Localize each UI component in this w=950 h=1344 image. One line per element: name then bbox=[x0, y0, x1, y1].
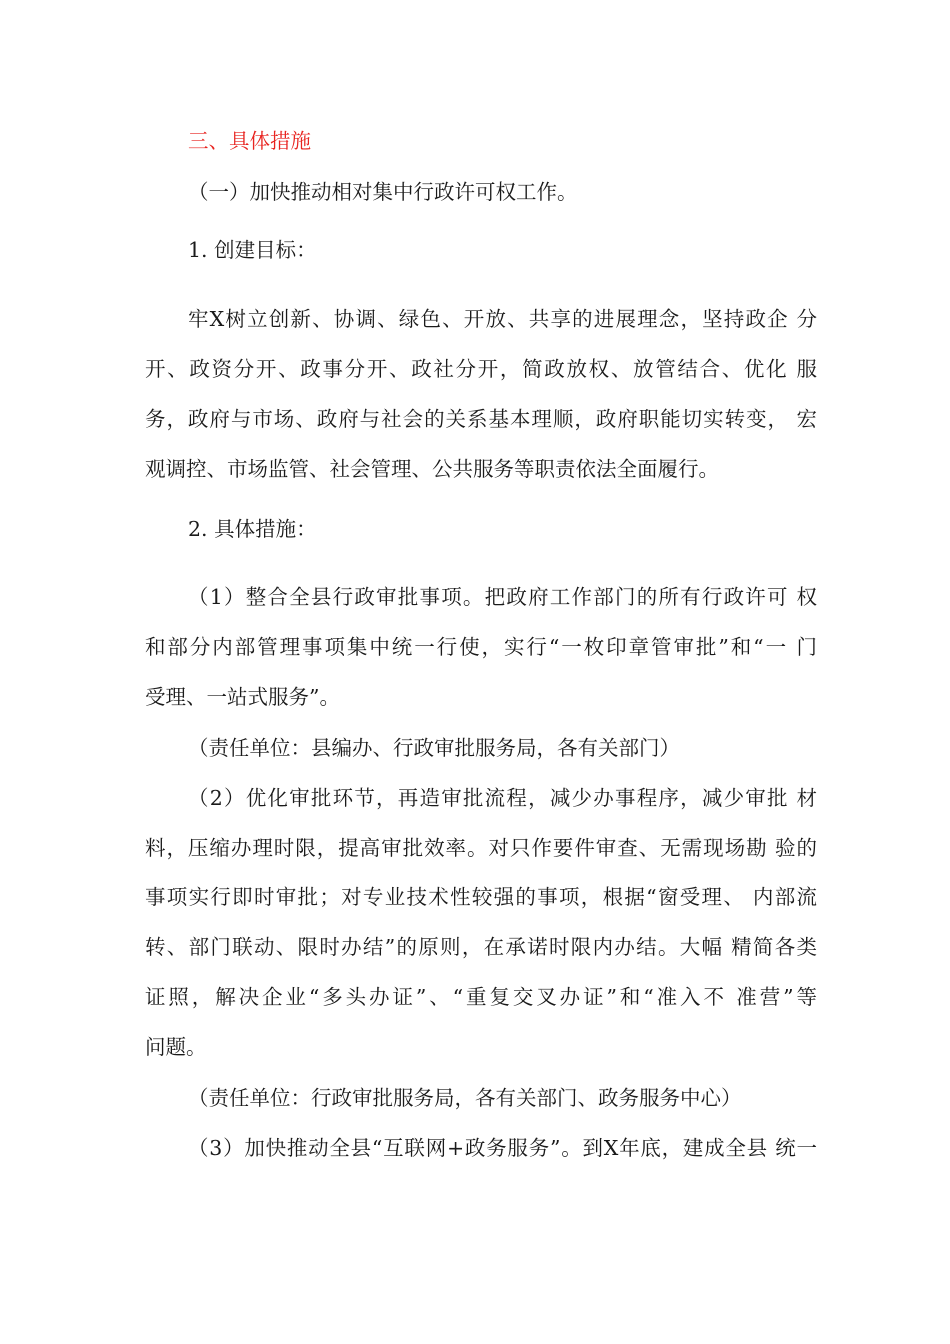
goal-line: 开、政资分开、政事分开、政社分开，简政放权、放管结合、优化 服 bbox=[145, 357, 817, 381]
measure-1-line: 和部分内部管理事项集中统一行使，实行“一枚印章管审批”和“一 门 bbox=[145, 635, 817, 659]
responsibility-note: （责任单位：行政审批服务局，各有关部门、政务服务中心） bbox=[188, 1086, 742, 1110]
goal-line: 观调控、市场监管、社会管理、公共服务等职责依法全面履行。 bbox=[145, 457, 719, 481]
measure-2-line: 问题。 bbox=[145, 1035, 207, 1059]
measure-2-line: 转、部门联动、限时办结”的原则，在承诺时限内办结。大幅 精简各类 bbox=[145, 935, 817, 959]
goal-line: 牢X树立创新、协调、绿色、开放、共享的进展理念，坚持政企 分 bbox=[188, 307, 817, 331]
section-heading: 三、具体措施 bbox=[188, 129, 311, 153]
subsection-heading: （一）加快推动相对集中行政许可权工作。 bbox=[188, 180, 578, 204]
measure-2-line: （2）优化审批环节，再造审批流程，减少办事程序，减少审批 材 bbox=[188, 786, 817, 810]
goal-line: 务，政府与市场、政府与社会的关系基本理顺，政府职能切实转变， 宏 bbox=[145, 407, 817, 431]
measure-2-line: 事项实行即时审批；对专业技术性较强的事项，根据“窗受理、 内部流 bbox=[145, 885, 817, 909]
item-1-title: 1. 创建目标： bbox=[188, 238, 317, 262]
measure-2-line: 证照，解决企业“多头办证”、“重复交叉办证”和“准入不 准营”等 bbox=[145, 985, 817, 1009]
measure-2-line: 料，压缩办理时限，提高审批效率。对只作要件审查、无需现场勘 验的 bbox=[145, 836, 817, 860]
responsibility-note: （责任单位：县编办、行政审批服务局，各有关部门） bbox=[188, 736, 680, 760]
item-2-title: 2. 具体措施： bbox=[188, 517, 317, 541]
measure-1-line: 受理、一站式服务”。 bbox=[145, 685, 340, 709]
measure-1-line: （1）整合全县行政审批事项。把政府工作部门的所有行政许可 权 bbox=[188, 585, 817, 609]
measure-3-line: （3）加快推动全县“互联网+政务服务”。到X年底，建成全县 统一 bbox=[188, 1136, 817, 1160]
